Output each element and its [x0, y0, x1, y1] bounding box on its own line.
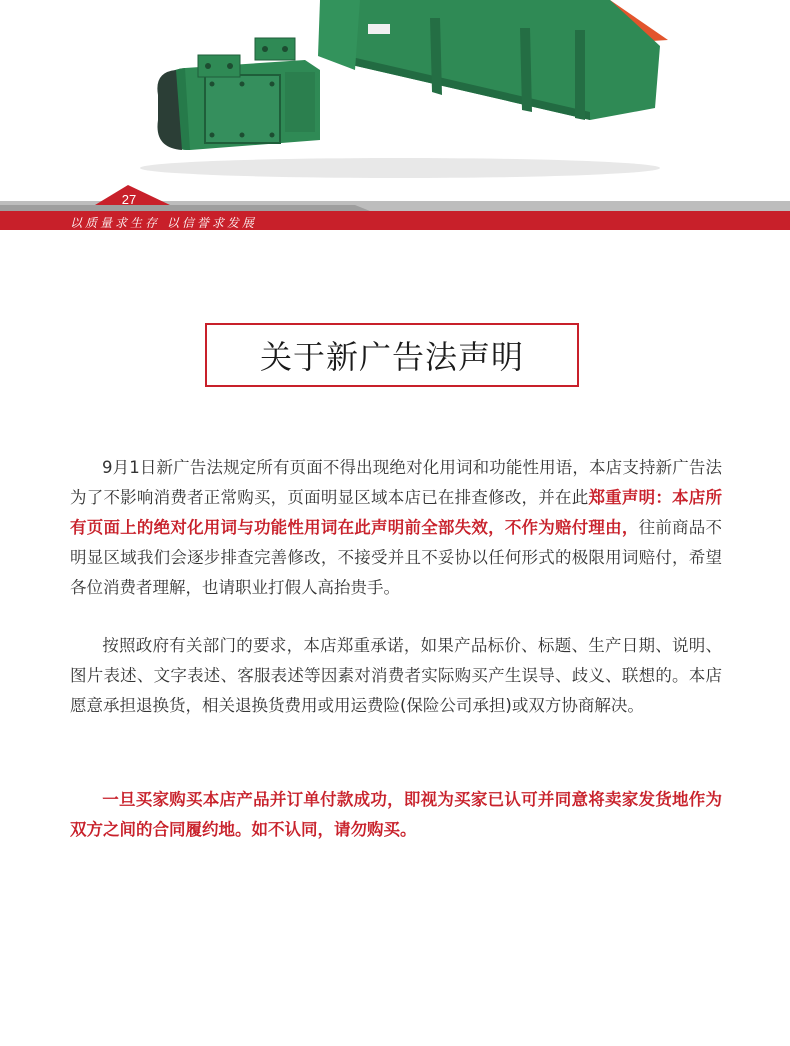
paragraph-1-text: 9月1日新广告法规定所有页面不得出现绝对化用词和功能性用语，本店支持新广告法为了不影响消费者正常购买，页面明显区域本店已在排查修改，并在此 — [70, 458, 722, 507]
slogan-text: 以质量求生存 以信誉求发展 — [70, 216, 257, 230]
paragraph-1-highlight: 郑重声明：本店所有页面上的绝对化用词与功能性用词在此声明前全部失效，不作为赔付理由， — [70, 488, 723, 537]
notice-paragraph-3 — [70, 785, 722, 845]
page-number: 27 — [121, 192, 137, 207]
notice-paragraph-2 — [70, 631, 722, 721]
paragraph-3-text: 一旦买家购买本店产品并订单付款成功，即视为买家已认可并同意将卖家发货地作为双方之间的合同履约地。如不认同，请勿购买。 — [70, 790, 722, 839]
notice-title-box — [205, 323, 579, 387]
notice-title: 关于新广告法声明 — [259, 338, 524, 376]
vibrating-feeder-illustration — [0, 0, 790, 200]
paragraph-2-text: 按照政府有关部门的要求，本店郑重承诺，如果产品标价、标题、生产日期、说明、图片表述、文字表述、客服表述等因素对消费者实际购买产生误导、歧义、联想的。本店愿意承担退换货，相关退换货费用或用运费险(保险公司承担)或双方协商解决。 — [70, 636, 722, 715]
notice-paragraph-1 — [70, 453, 722, 603]
product-image — [0, 0, 790, 200]
paragraph-1-text-continued: 往前商品不明显区域我们会逐步排查完善修改，不接受并且不妥协以任何形式的极限用词赔付，希望各位消费者理解，也请职业打假人高抬贵手。 — [70, 518, 723, 597]
